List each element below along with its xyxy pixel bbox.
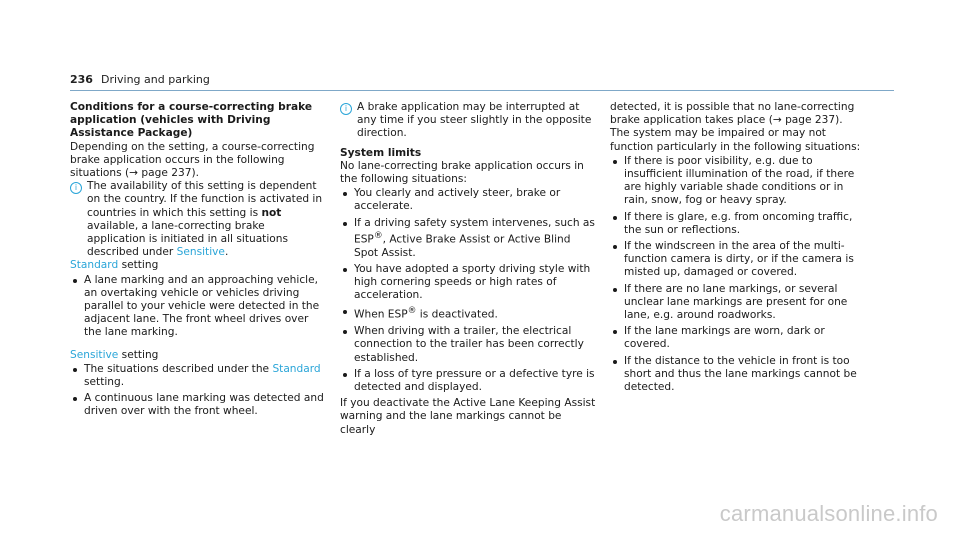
conditions-heading: Conditions for a course-correcting brake application (vehicles with Driving Assistance Package) <box>70 101 313 140</box>
system-limits-intro: No lane-correcting brake application occurs in the following situations: <box>340 159 584 186</box>
interrupt-note <box>340 101 596 141</box>
deactivate-paragraph: If you deactivate the Active Lane Keeping Assist warning and the lane markings cannot be clearly <box>340 397 596 436</box>
page-number: 236 <box>70 73 93 86</box>
list-item: The situations described under the Standard setting. <box>70 363 324 389</box>
column-middle <box>340 101 596 437</box>
list-item: If the lane markings are worn, dark or covered. <box>610 325 866 351</box>
availability-note <box>70 180 324 259</box>
list-item: If the windscreen in the area of the multi-function camera is dirty, or if the camera is misted up, damaged or covered. <box>610 240 866 280</box>
interrupt-note-text: A brake application may be interrupted at any time if you steer slightly in the opposite direction. <box>357 101 592 140</box>
standard-list <box>70 274 324 340</box>
list-item: You clearly and actively steer, brake or accelerate. <box>340 187 596 213</box>
header-divider <box>70 90 894 91</box>
list-item: You have adopted a sporty driving style with high cornering speeds or high rates of acceleration. <box>340 263 596 303</box>
system-limits-list <box>340 187 596 394</box>
page-header <box>70 73 210 86</box>
impairment-list <box>610 155 866 394</box>
list-item: When driving with a trailer, the electrical connection to the trailer has been correctly established. <box>340 325 596 365</box>
sensitive-list <box>70 363 324 419</box>
list-item: When ESP® is deactivated. <box>340 305 596 322</box>
availability-note-text: The availability of this setting is dependent on the country. If the function is activated in countries in which this setting is not available, a lane-correcting brake application is initiated in all situations described under Sensitive. <box>87 180 323 259</box>
page-ref-arrow: → <box>772 114 782 127</box>
column-right <box>610 101 866 397</box>
page-ref-arrow: → <box>129 167 139 180</box>
section-title: Driving and parking <box>100 73 210 86</box>
list-item: If there is poor visibility, e.g. due to insufficient illumination of the road, if there are highly variable shade conditions or in rain, snow, fog or heavy spray. <box>610 155 866 208</box>
continuation-paragraph: detected, it is possible that no lane-correcting brake application takes place (→ page 237). <box>610 101 855 127</box>
sensitive-link[interactable]: Sensitive <box>176 246 225 259</box>
conditions-intro: Depending on the setting, a course-correcting brake application occurs in the following situations (→ page 237). <box>70 140 315 180</box>
info-icon: i <box>70 182 82 194</box>
standard-setting-label: Standard setting <box>70 259 159 272</box>
standard-link[interactable]: Standard <box>272 362 321 375</box>
sensitive-setting-label: Sensitive setting <box>70 348 159 361</box>
list-item: A continuous lane marking was detected and driven over with the front wheel. <box>70 392 324 418</box>
column-left <box>70 101 324 422</box>
list-item: If the distance to the vehicle in front is too short and thus the lane markings cannot be detected. <box>610 355 866 395</box>
impairment-intro: The system may be impaired or may not function particularly in the following situations: <box>610 127 861 153</box>
standard-keyword: Standard <box>70 259 119 272</box>
info-icon: i <box>340 103 352 115</box>
list-item: If a loss of tyre pressure or a defective tyre is detected and displayed. <box>340 368 596 394</box>
system-limits-heading: System limits <box>340 146 422 159</box>
list-item: If there are no lane markings, or several unclear lane markings are present for one lane, e.g. around roadworks. <box>610 283 866 323</box>
list-item: If there is glare, e.g. from oncoming traffic, the sun or reflections. <box>610 211 866 237</box>
list-item: A lane marking and an approaching vehicle, an overtaking vehicle or vehicles driving parallel to your vehicle were detected in the adjacent lane. The front wheel drives over the lane marking. <box>70 274 324 340</box>
list-item: If a driving safety system intervenes, such as ESP®, Active Brake Assist or Active Blind Spot Assist. <box>340 217 596 260</box>
sensitive-keyword: Sensitive <box>70 348 119 361</box>
watermark: carmanualsonline.info <box>719 501 938 526</box>
